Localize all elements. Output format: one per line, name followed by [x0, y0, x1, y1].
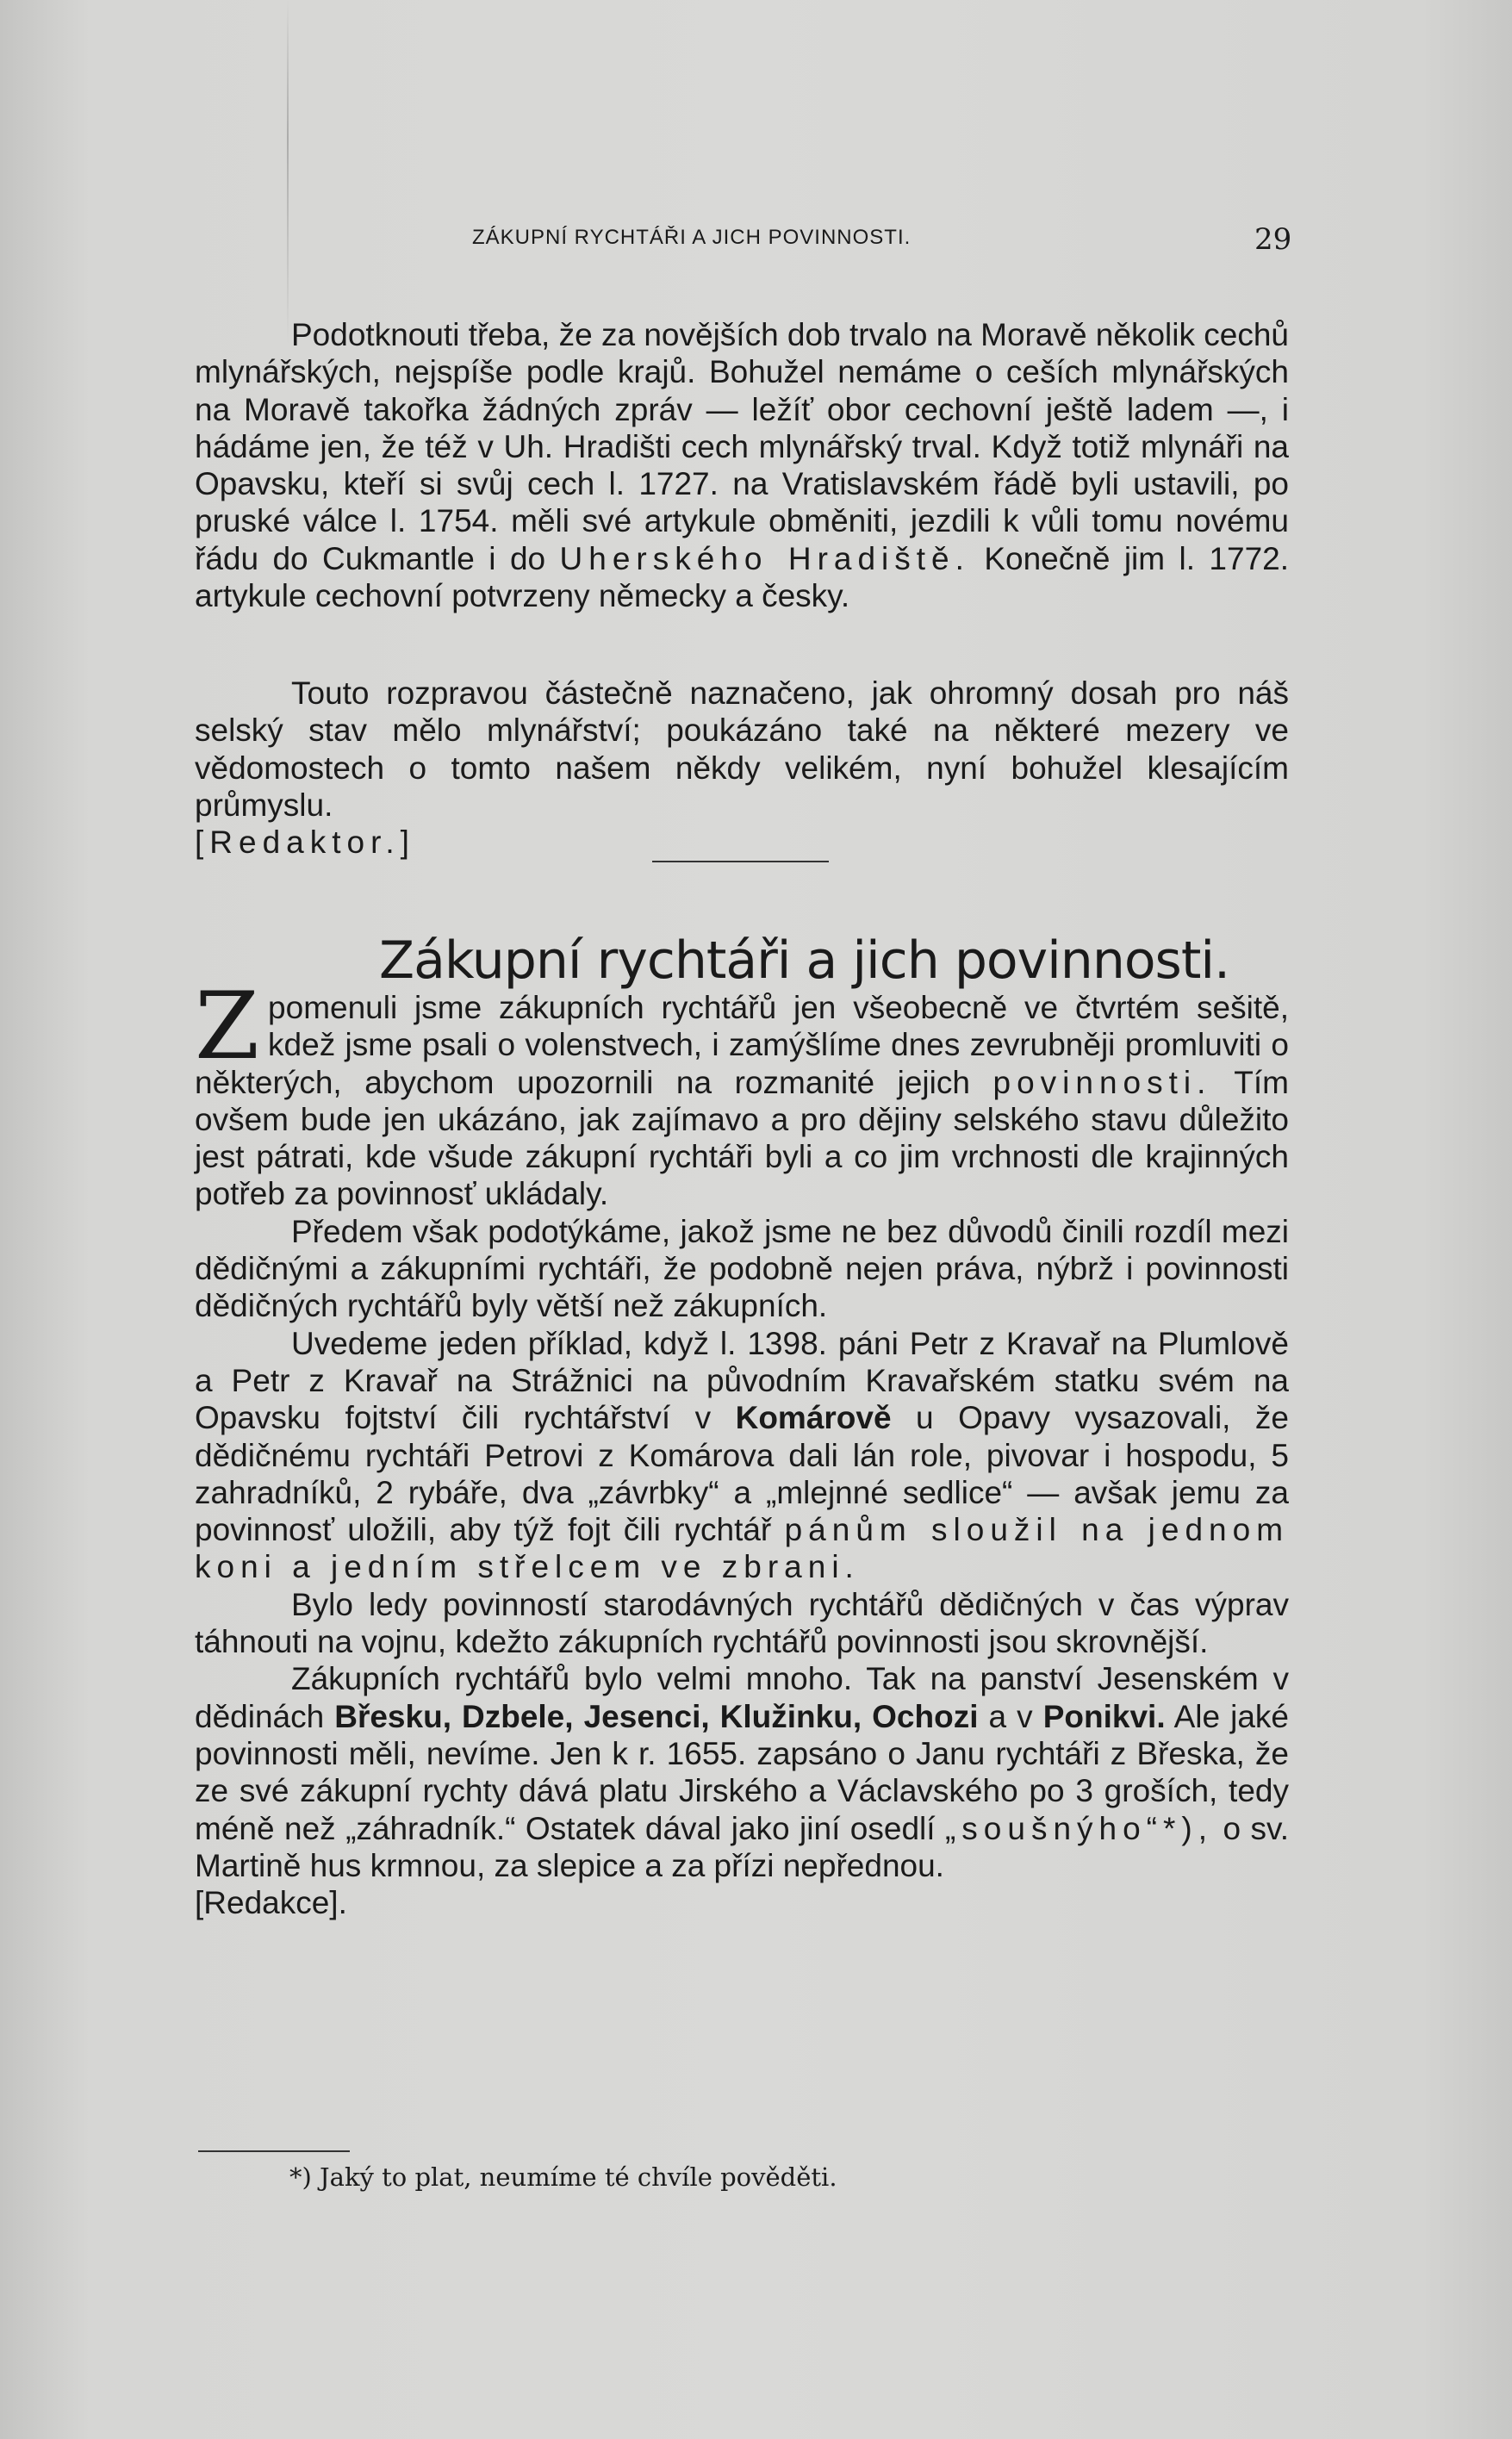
- page-edge-shadow: [287, 0, 289, 345]
- article-title: Zákupní rychtáři a jich povinnosti.: [379, 930, 1230, 992]
- footnote-rule: [198, 2150, 350, 2152]
- intro-paragraph-1: Podotknouti třeba, že za novějších dob trvalo na Moravě několik cechů mlynářských, nejspíše podle krajů. Bohužel nemáme o ceších mlynářských na Moravě takořka žádných zpráv — ležíť obor cechovní ještě ladem —, i hádáme jen, že též v Uh. Hradišti cech mlynářský trval. Když totiž mlynáři na Opavsku, kteří si svůj cech l. 1727. na Vratislavském řádě byli ustavili, po pruské válce l. 1754. měli své artykule obměniti, jezdili k vůli tomu novému řádu do Cukmantle i do Uherského Hradiště. Konečně jim l. 1772. artykule cechovní potvrzeny německy a česky.: [195, 317, 1290, 614]
- article-paragraph-5: Zákupních rychtářů bylo velmi mnoho. Tak na panství Jesenském v dědinách Břesku, Dzbele, Jesenci, Klužinku, Ochozi a v Ponikvi. Ale jaké povinnosti měli, nevíme. Jen k r. 1655. zapsáno o Janu rychtáři z Břeska, že ze své zákupní rychty dává platu Jirského a Václavského po 3 groších, tedy méně než „záhradník.“ Ostatek dával jako jiní osedlí „soušnýho“*), o sv. Martině hus krmnou, za slepice a za přízi nepřednou.: [195, 1661, 1290, 1883]
- section-divider: [652, 861, 829, 862]
- intro-text-2: [195, 675, 1289, 861]
- intro-text: [195, 316, 1289, 614]
- intro-paragraph-2: Touto rozpravou částečně naznačeno, jak ohromný dosah pro náš selský stav mělo mlynářství; poukázáno také na některé mezery ve vědomostech o tomto našem někdy velikém, nyní bohužel klesajícím průmyslu.: [195, 675, 1289, 823]
- article-body: [195, 973, 1290, 1921]
- editor-signature: [Redaktor.]: [195, 824, 415, 861]
- page-number: 29: [1254, 222, 1292, 257]
- running-head: ZÁKUPNÍ RYCHTÁŘI A JICH POVINNOSTI.: [472, 226, 912, 249]
- drop-cap: Z: [195, 973, 260, 1080]
- article-paragraph-2: Předem však podotýkáme, jakož jsme ne bez důvodů činili rozdíl mezi dědičnými a zákupními rychtáři, že podobně nejen práva, nýbrž i povinnosti dědičných rychtářů byly větší než zákupních.: [195, 1213, 1289, 1324]
- article-paragraph-4: Bylo ledy povinností starodávných rychtářů dědičných v čas výprav táhnouti na vojnu, kdežto zákupních rychtářů povinnosti jsou skrovnější.: [195, 1586, 1289, 1660]
- footnote: *) Jaký to plat, neumíme té chvíle pověděti.: [289, 2162, 837, 2192]
- editorial-signature: [Redakce].: [195, 1885, 347, 1921]
- article-paragraph-1: Zpomenuli jsme zákupních rychtářů jen všeobecně ve čtvrtém sešitě, kdež jsme psali o volenstvech, i zamýšlíme dnes zevrubněji promluviti o některých, abychom upozornili na rozmanité jejich povinnosti. Tím ovšem bude jen ukázáno, jak zajímavo a pro dějiny selského stavu důležito jest pátrati, kde všude zákupní rychtáři byli a co jim vrchnosti dle krajinných potřeb za povinnosť ukládaly.: [195, 973, 1289, 1212]
- article-paragraph-3: Uvedeme jeden příklad, když l. 1398. páni Petr z Kravař na Plumlově a Petr z Kravař na Strážnici na původním Kravařském statku svém na Opavsku fojtství čili rychtářství v Komárově u Opavy vysazovali, že dědičnému rychtáři Petrovi z Komárova dali lán role, pivovar i hospodu, 5 zahradníků, 2 rybáře, dva „závrbky“ a „mlejnné sedlice“ — avšak jemu za povinnosť uložili, aby týž fojt čili rychtář pánům sloužil na jednom koni a jedním střelcem ve zbrani.: [195, 1325, 1290, 1585]
